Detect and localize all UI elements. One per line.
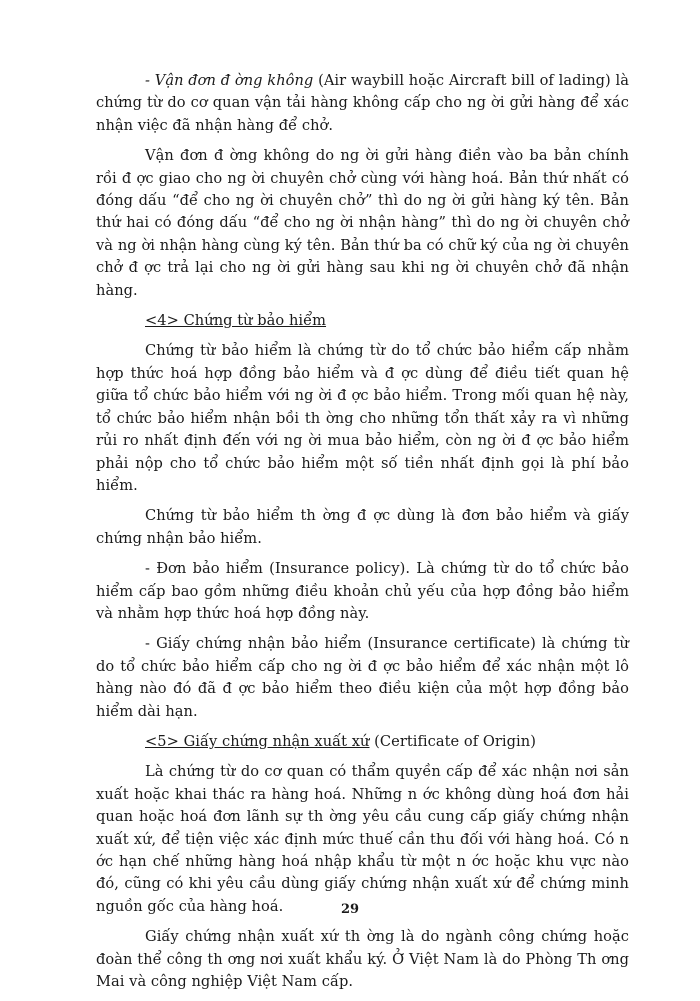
section-heading-insurance: [96, 310, 629, 332]
document-body: [96, 70, 629, 1001]
page-number: 29: [340, 902, 360, 917]
paragraph-air-waybill: [96, 70, 629, 137]
section-heading-origin-text: <5> Giấy chứng nhận xuất xứ: [145, 732, 370, 750]
section-heading-insurance-text: <4> Chứng từ bảo hiểm: [145, 312, 327, 330]
paragraph-certificate-issuer: Giấy chứng nhận xuất xứ th ờng là do ngành công chứng hoặc đoàn thể công th ơng nơi xuất khẩu ký. Ở Việt Nam là do Phòng Th ơng Mai và công nghiệp Việt Nam cấp.: [96, 928, 629, 991]
paragraph-insurance-policy: - Đơn bảo hiểm (Insurance policy). Là chứng từ do tổ chức bảo hiểm cấp bao gồm những điều khoản chủ yếu của hợp đồng bảo hiểm và nhằm hợp thức hoá hợp đồng này.: [96, 560, 629, 622]
paragraph-insurance-document: Chứng từ bảo hiểm là chứng từ do tổ chức bảo hiểm cấp nhằm hợp thức hoá hợp đồng bảo hiểm và đ ợc dùng để điều tiết quan hệ giữa tổ chức bảo hiểm với ng ời đ ợc bảo hiểm. Trong mối quan hệ này, tổ chức bảo hiểm nhận bồi th ờng cho những tổn thất xảy ra vì những rủi ro nhất định đến với ng ời mua bảo hiểm, còn ng ời đ ợc bảo hiểm phải nộp cho tổ chức bảo hiểm một số tiền nhất định gọi là phí bảo hiểm.: [96, 342, 629, 494]
air-waybill-definition: (Air waybill hoặc Aircraft bill of lading) là chứng từ do cơ quan vận tải hàng không cấp cho ng ời gửi hàng để xác nhận việc đã nhận hàng để chở.: [96, 72, 630, 134]
paragraph-air-waybill-copies: Vận đơn đ ờng không do ng ời gửi hàng điền vào ba bản chính rồi đ ợc giao cho ng ời chuyên chở cùng với hàng hoá. Bản thứ nhất có đóng dấu “để cho ng ời chuyên chở” thì do ng ời gửi hàng ký tên. Bản thứ hai có đóng dấu “để cho ng ời nhận hàng” thì do ng ời chuyên chở và ng ời nhận hàng cùng ký tên. Bản thứ ba có chữ ký của ng ời chuyên chở đ ợc trả lại cho ng ời gửi hàng sau khi ng ời chuyên chở đã nhận hàng.: [96, 147, 629, 299]
paragraph-insurance-types: Chứng từ bảo hiểm th ờng đ ợc dùng là đơn bảo hiểm và giấy chứng nhận bảo hiểm.: [96, 507, 629, 547]
section-heading-origin: [96, 731, 629, 753]
paragraph-insurance-certificate: - Giấy chứng nhận bảo hiểm (Insurance certificate) là chứng từ do tổ chức bảo hiểm cấp cho ng ời đ ợc bảo hiểm để xác nhận một lô hàng nào đó đã đ ợc bảo hiểm theo điều kiện của một hợp đồng bảo hiểm dài hạn.: [96, 635, 629, 720]
section-heading-origin-english: (Certificate of Origin): [369, 732, 536, 750]
air-waybill-term: - Vận đơn đ ờng không: [145, 72, 314, 89]
paragraph-certificate-origin: Là chứng từ do cơ quan có thẩm quyền cấp để xác nhận nơi sản xuất hoặc khai thác ra hàng hoá. Những n ớc không dùng hoá đơn hải quan hoặc hoá đơn lãnh sự th ờng yêu cầu cung cấp giấy chứng nhận xuất xứ, để tiện việc xác định mức thuế cần thu đối với hàng hoá. Có n ớc hạn chế những hàng hoá nhập khẩu từ một n ớc hoặc khu vực nào đó, cũng có khi yêu cầu dùng giấy chứng nhận xuất xứ để chứng minh nguồn gốc của hàng hoá.: [96, 763, 629, 915]
